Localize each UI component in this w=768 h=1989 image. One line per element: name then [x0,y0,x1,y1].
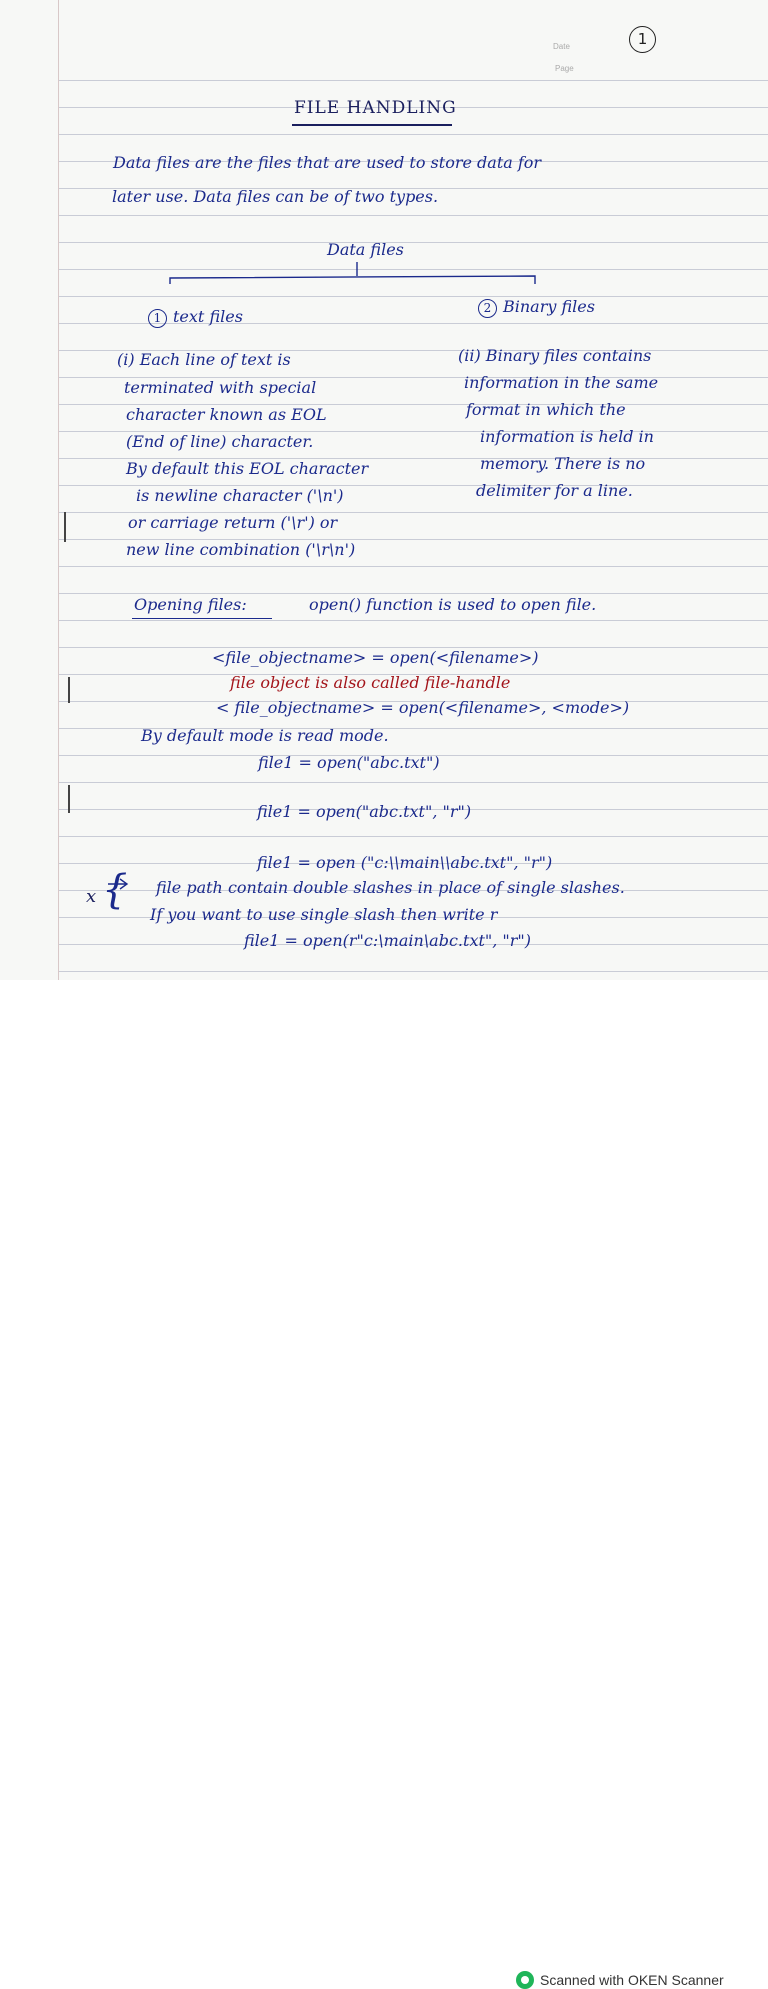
tree-connector [150,262,550,302]
intro-line-1: Data files are the files that are used to store data for [113,153,542,172]
page-title-text: FILE HANDLING [294,98,457,118]
diagram-root: Data files [327,240,404,259]
binary-files-line: format in which the [466,400,626,419]
ruled-line [58,836,768,837]
margin-tick [68,785,70,813]
binary-files-heading [478,297,595,318]
heading-underline [132,618,272,619]
text-files-line: (End of line) character. [126,432,314,451]
ruled-line [58,566,768,567]
text-files-line: character known as EOL [126,405,327,424]
margin-tick [68,677,70,703]
ruled-line [58,242,768,243]
margin-tick [64,512,66,542]
ruled-line [58,620,768,621]
scanner-watermark-text: Scanned with OKEN Scanner [540,1972,724,1988]
scanner-logo-icon [516,1971,534,1989]
text-files-line: (i) Each line of text is [117,350,291,369]
text-files-line: is newline character ('\n') [136,486,344,505]
scanner-footer [0,980,768,1988]
text-files-line: new line combination ('\r\n') [126,540,356,559]
brace-mark: { [102,867,128,913]
path-note-1: file path contain double slashes in place of single slashes. [156,878,625,897]
page-title [294,98,457,118]
text-files-label: text files [173,307,243,326]
page-number: 1 [629,26,656,53]
opening-files-heading: Opening files: [134,595,247,614]
opening-desc: open() function is used to open file. [309,595,597,614]
path-note-2: If you want to use single slash then write r [150,905,498,924]
ruled-line [58,134,768,135]
date-label: Date [553,42,570,51]
file-handle-note: file object is also called file-handle [230,673,511,692]
binary-files-line: information is held in [480,427,654,446]
example-3: file1 = open ("c:\\main\\abc.txt", "r") [257,853,553,872]
example-1: file1 = open("abc.txt") [258,753,440,772]
text-files-line: or carriage return ('\r') or [128,513,338,532]
title-underline [292,124,452,126]
binary-files-number: 2 [478,299,497,318]
default-mode-note: By default mode is read mode. [141,726,389,745]
example-4: file1 = open(r"c:\main\abc.txt", "r") [244,931,532,950]
binary-files-line: delimiter for a line. [476,481,633,500]
ruled-line [58,593,768,594]
syntax-line-2: < file_objectname> = open(<filename>, <mode>) [216,698,630,717]
example-2: file1 = open("abc.txt", "r") [257,802,472,821]
ruled-line [58,971,768,972]
page-label: Page [555,64,574,73]
text-files-line: By default this EOL character [126,459,369,478]
ruled-line [58,782,768,783]
intro-line-2: later use. Data files can be of two types. [112,187,439,206]
syntax-line-1: <file_objectname> = open(<filename>) [212,648,539,667]
margin-line-left [58,0,59,980]
text-files-heading [148,307,243,328]
binary-files-line: information in the same [464,373,659,392]
binary-files-line: (ii) Binary files contains [458,346,652,365]
text-files-number: 1 [148,309,167,328]
ruled-line [58,215,768,216]
ruled-line [58,80,768,81]
arrow-icon [108,878,130,890]
binary-files-label: Binary files [503,297,595,316]
binary-files-line: memory. There is no [480,454,646,473]
side-x-mark: x [86,886,97,907]
text-files-line: terminated with special [124,378,317,397]
